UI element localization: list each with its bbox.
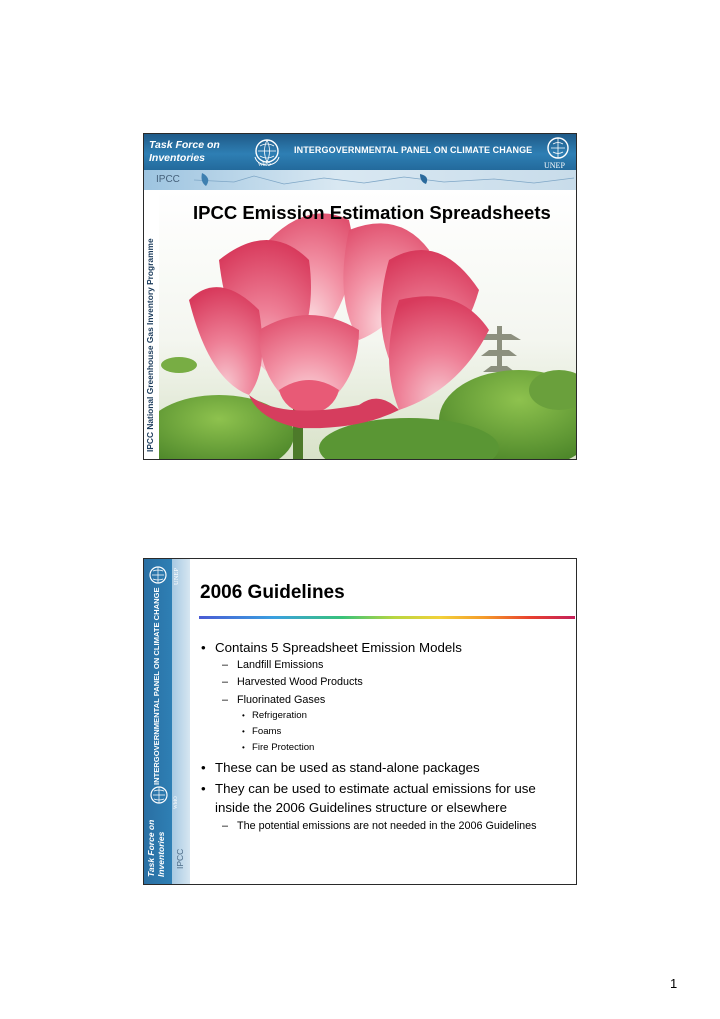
slide-2 <box>143 558 577 885</box>
unep-label: UNEP <box>173 568 180 585</box>
slide-title: 2006 Guidelines <box>200 582 345 603</box>
ipcc-small-label: IPCC <box>156 174 180 185</box>
page-number: 1 <box>670 976 678 991</box>
bullet-list: • Contains 5 Spreadsheet Emission Models – Landfill Emissions – Harvested Wood Products – Fluorinated Gases • Refrigeration • Foams • Fire Protection • These can be used as stand-alone packages • They can be used to estimate actual emissions for use inside the 2006 Guidelines structure or elsewhere – The potential emissions are not needed in the 2006 Guidelines <box>201 640 537 832</box>
lotus-flower-icon <box>159 190 577 460</box>
slide-1 <box>143 133 577 460</box>
ipcc-banner: INTERGOVERNMENTAL PANEL ON CLIMATE CHANGE <box>152 587 161 785</box>
lotus-photo <box>159 190 577 460</box>
ipcc-small-label: IPCC <box>175 848 185 869</box>
wmo-label: WMO <box>258 163 271 168</box>
task-force-label: Task Force on Inventories <box>146 819 166 877</box>
slide-title: IPCC Emission Estimation Spreadsheets <box>193 202 551 223</box>
globe-line-icon <box>194 170 574 190</box>
sidebar-programme-label: IPCC National Greenhouse Gas Inventory Programme <box>145 238 155 452</box>
slide-header <box>144 134 576 170</box>
task-force-label: Task Force on Inventories <box>149 139 220 164</box>
unep-logo-icon <box>546 136 570 160</box>
subheader-strip <box>144 170 576 190</box>
ipcc-banner: INTERGOVERNMENTAL PANEL ON CLIMATE CHANGE <box>294 145 533 155</box>
unep-label: UNEP <box>544 161 565 170</box>
wmo-label: WMO <box>174 796 179 809</box>
